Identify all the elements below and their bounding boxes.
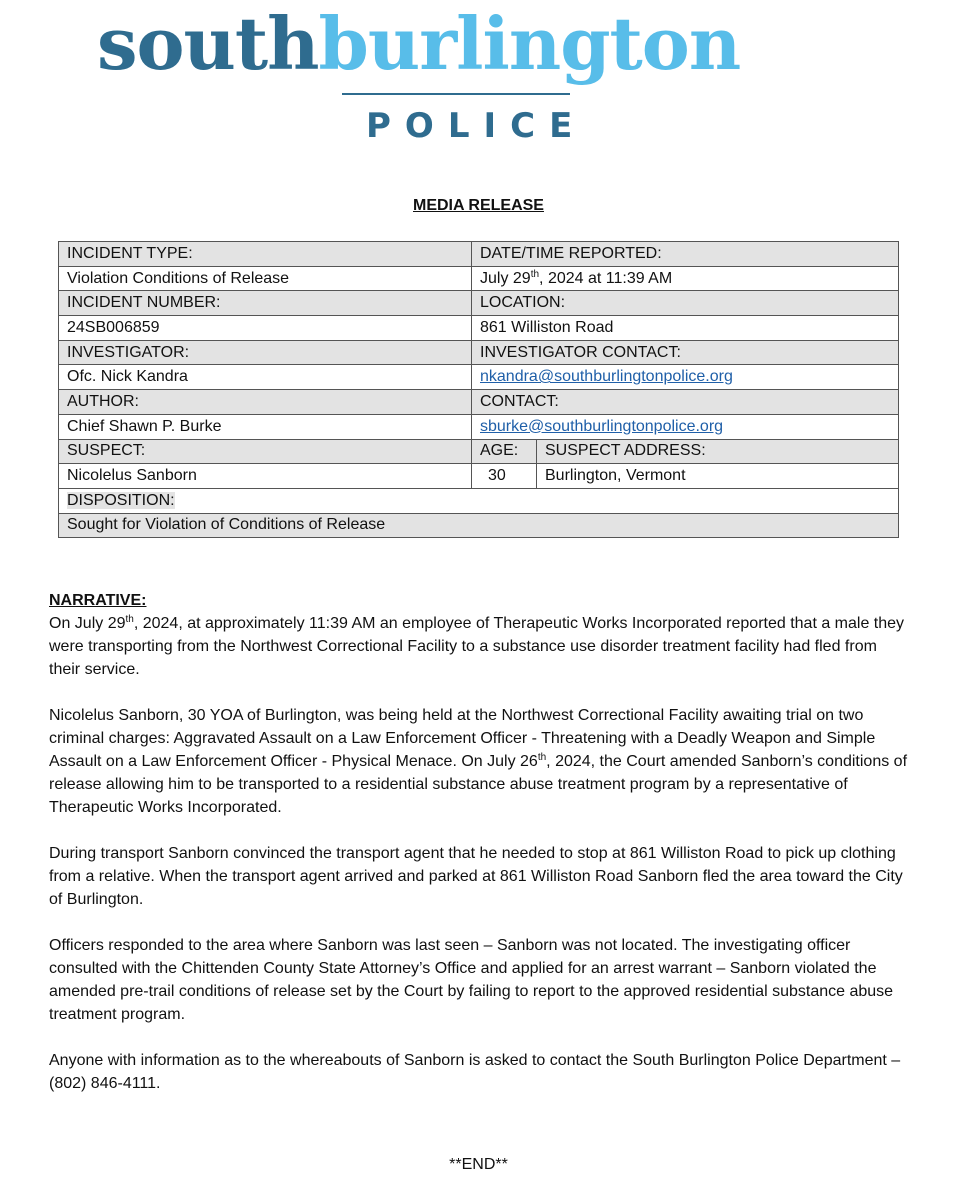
table-row [59, 365, 899, 390]
table-row [59, 266, 899, 291]
date-reported-label: DATE/TIME REPORTED: [472, 242, 899, 267]
location-value: 861 Williston Road [472, 316, 899, 341]
disposition-label: DISPOSITION: [67, 491, 175, 509]
suspect-address-label: SUSPECT ADDRESS: [537, 439, 899, 464]
logo-burlington: burlington [318, 1, 741, 86]
table-row [59, 316, 899, 341]
p1-rest: , 2024, at approximately 11:39 AM an employee of Therapeutic Works Incorporated reported that a male they were transporting from the Northwest Correctional Facility to a substance use disorder treatment facility had fled from their service. [49, 615, 905, 678]
table-row [59, 464, 899, 489]
incident-type-value: Violation Conditions of Release [59, 266, 472, 291]
investigator-contact-label: INVESTIGATOR CONTACT: [472, 340, 899, 365]
contact-cell [472, 414, 899, 439]
date-reported-value [472, 266, 899, 291]
p1-suffix: th [125, 614, 134, 625]
logo-police: POLICE [366, 106, 587, 146]
author-label: AUTHOR: [59, 390, 472, 415]
narrative-paragraph-5: Anyone with information as to the whereabouts of Sanborn is asked to contact the South Burlington Police Department – (802) 846-4111. [49, 1052, 901, 1092]
p2-rest: , 2024, the Court amended Sanborn’s conditions of release allowing him to be transported to a residential substance abuse treatment program by a representative of Therapeutic Works Incorporated. [49, 753, 908, 816]
table-row [59, 439, 899, 464]
location-label: LOCATION: [472, 291, 899, 316]
incident-info-table [58, 241, 899, 538]
table-row [59, 390, 899, 415]
table-row [59, 291, 899, 316]
narrative-heading: NARRATIVE: [49, 592, 147, 609]
narrative-paragraph-3: During transport Sanborn convinced the transport agent that he needed to stop at 861 Williston Road to pick up clothing from a relative. When the transport agent arrived and parked at 861 Williston Road Sanborn fled the area toward the City of Burlington. [49, 845, 903, 908]
table-row [59, 340, 899, 365]
p2-start: Nicolelus Sanborn, 30 YOA of Burlington, was being held at the Northwest Correctional Facility awaiting trial on two criminal charges: Aggravated Assault on a Law Enforcement Officer - Threatening with a Deadly Weapon and Simple Assault on a Law Enforcement Officer - Physical Menace. On July 26 [49, 707, 876, 770]
incident-type-label: INCIDENT TYPE: [59, 242, 472, 267]
logo-south: south [97, 1, 319, 86]
narrative-section [49, 589, 909, 1118]
document-title: MEDIA RELEASE [413, 197, 544, 214]
p1-start: On July 29 [49, 615, 126, 632]
investigator-label: INVESTIGATOR: [59, 340, 472, 365]
author-value: Chief Shawn P. Burke [59, 414, 472, 439]
investigator-contact-cell [472, 365, 899, 390]
narrative-paragraph-4: Officers responded to the area where Sanborn was last seen – Sanborn was not located. The investigating officer consulted with the Chittenden County State Attorney’s Office and applied for an arrest warrant – Sanborn violated the amended pre-trail conditions of release set by the Court by failing to report to the approved residential substance abuse treatment program. [49, 937, 894, 1023]
logo-divider [342, 93, 570, 95]
disposition-label-cell [59, 488, 899, 513]
table-row [59, 513, 899, 538]
disposition-value: Sought for Violation of Conditions of Release [59, 513, 899, 538]
suspect-address-value: Burlington, Vermont [537, 464, 899, 489]
date-suffix: th [530, 268, 540, 280]
date-time: , 2024 at 11:39 AM [539, 269, 673, 287]
investigator-email-link[interactable]: nkandra@southburlingtonpolice.org [480, 368, 733, 386]
logo-wordmark [97, 1, 741, 86]
date-main: July 29 [480, 269, 531, 287]
incident-number-label: INCIDENT NUMBER: [59, 291, 472, 316]
narrative-paragraph-2 [49, 704, 909, 819]
age-label: AGE: [472, 439, 537, 464]
table-row [59, 242, 899, 267]
contact-email-link[interactable]: sburke@southburlingtonpolice.org [480, 417, 724, 435]
table-row [59, 414, 899, 439]
suspect-label: SUSPECT: [59, 439, 472, 464]
contact-label: CONTACT: [472, 390, 899, 415]
suspect-value: Nicolelus Sanborn [59, 464, 472, 489]
narrative-paragraph-1 [49, 612, 909, 681]
age-value: 30 [472, 464, 537, 489]
table-row [59, 488, 899, 513]
agency-logo [0, 0, 957, 160]
incident-number-value: 24SB006859 [59, 316, 472, 341]
end-marker: **END** [449, 1156, 508, 1173]
investigator-value: Ofc. Nick Kandra [59, 365, 472, 390]
p2-suffix: th [537, 752, 547, 763]
